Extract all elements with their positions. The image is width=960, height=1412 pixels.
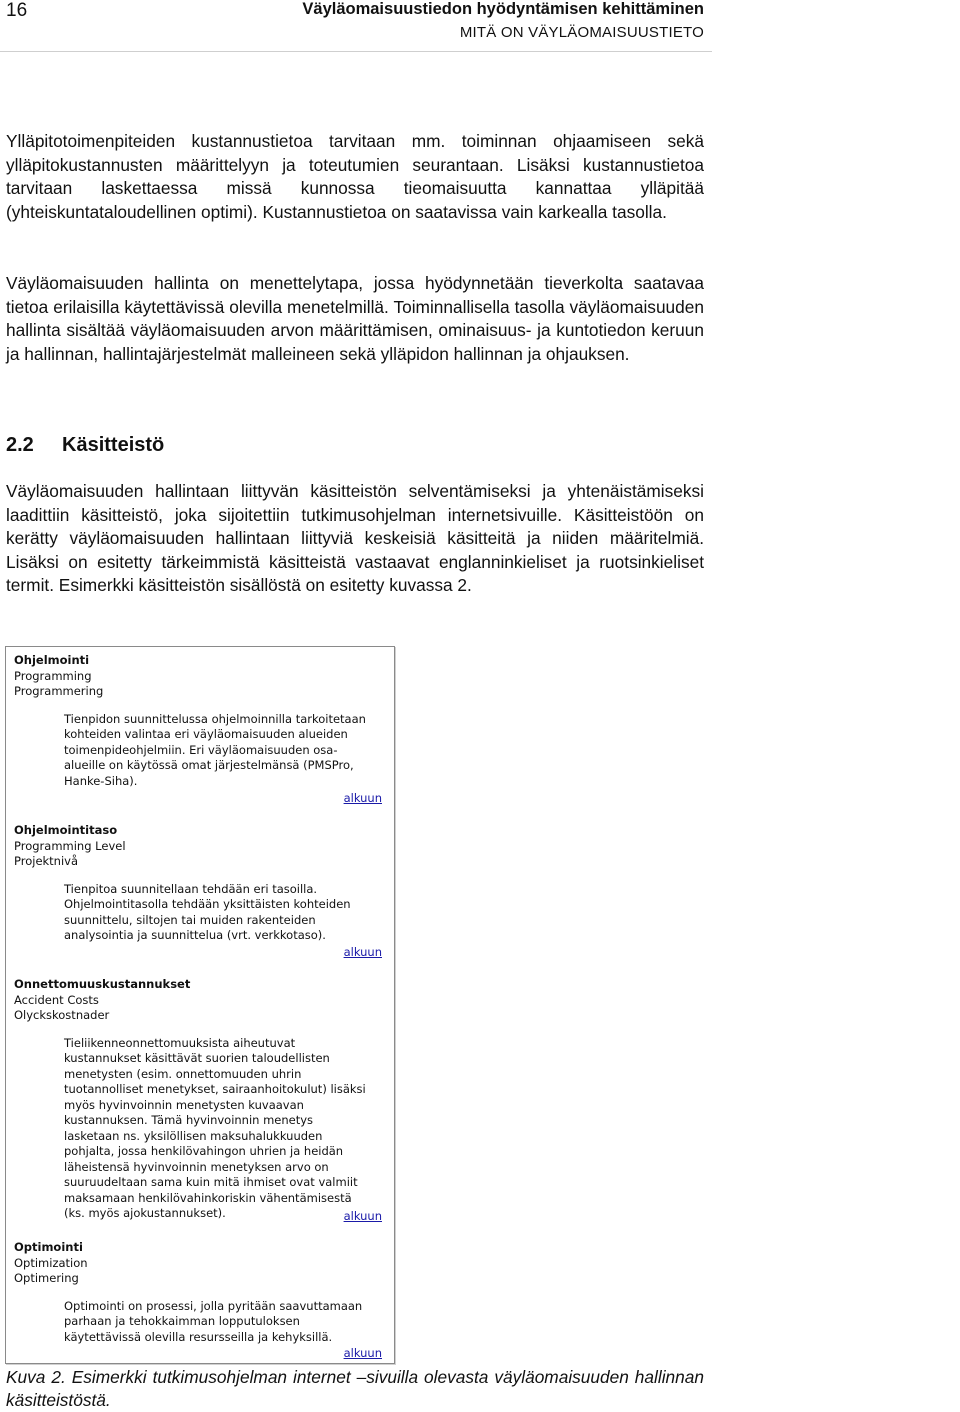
section-number: 2.2 [6, 434, 34, 456]
back-to-top-link[interactable]: alkuun [343, 1346, 382, 1360]
term-english: Optimization [14, 1255, 88, 1270]
term-english: Programming Level [14, 838, 126, 853]
running-title: Väyläomaisuustiedon hyödyntämisen kehittäminen [302, 0, 704, 18]
term-finnish: Ohjelmointitaso [14, 823, 118, 837]
term-swedish: Programmering [14, 684, 104, 698]
back-to-top-link[interactable]: alkuun [343, 791, 382, 805]
paragraph-terminology: Väyläomaisuuden hallintaan liittyvän käsitteistön selventämiseksi ja yhtenäistämiseksi laadittiin käsitteistö, joka sijoitettiin tutkimusohjelman internetsivuille. Käsitteistöön on kerätty väyläomaisuuden hallintaan liittyviä keskeisiä käsitteitä ja niiden määritelmiä. Lisäksi on esitetty tärkeimmistä käsitteistä vastaavat englanninkieliset ja ruotsinkieliset termit. Esimerkki käsitteistön sisällöstä on esitetty kuvassa 2. [6, 481, 704, 596]
section-title: Käsitteistö [62, 434, 165, 456]
back-to-top-link[interactable]: alkuun [343, 1209, 382, 1223]
back-to-top-link[interactable]: alkuun [343, 945, 382, 959]
terminology-screenshot [5, 646, 395, 1364]
term-finnish: Optimointi [14, 1240, 83, 1254]
paragraph-maintenance-costs: Ylläpitotoimenpiteiden kustannustietoa tarvitaan mm. toiminnan ohjaamiseen sekä ylläpitokustannusten määrittelyyn ja toteutumien seurantaan. Lisäksi kustannustietoa tarvitaan laskettaessa missä kunnossa tieomaisuutta kannattaa ylläpitää (yhteiskuntataloudellinen optimi). Kustannustietoa on saatavissa vain karkealla tasolla. [6, 131, 704, 222]
term-entry [14, 977, 390, 1222]
section-heading [6, 434, 164, 457]
term-swedish: Optimering [14, 1271, 79, 1285]
page-header [0, 0, 960, 52]
header-divider [0, 51, 712, 52]
term-entry [14, 823, 390, 944]
term-swedish: Projektnivå [14, 854, 79, 868]
term-finnish: Onnettomuuskustannukset [14, 977, 191, 991]
term-entry [14, 1240, 390, 1345]
paragraph-asset-management: Väyläomaisuuden hallinta on menettelytapa, jossa hyödynnetään tieverkolta saatavaa tietoa erilaisilla käytettävissä olevilla menetelmillä. Toiminnallisella tasolla väyläomaisuuden hallinta sisältää väyläomaisuuden arvon määrittämisen, ominaisuus- ja kuntotiedon keruun ja hallinnan, hallintajärjestelmät malleineen sekä ylläpidon hallinnan ja ohjauksen. [6, 273, 704, 364]
term-definition: Optimointi on prosessi, jolla pyritään saavuttamaan parhaan ja tehokkaimman lopputuloksen käytettävissä olevilla resursseilla ja kehyksillä. [64, 1298, 363, 1344]
term-english: Accident Costs [14, 992, 99, 1007]
term-english: Programming [14, 668, 92, 683]
term-swedish: Olyckskostnader [14, 1008, 110, 1022]
figure-caption: Kuva 2. Esimerkki tutkimusohjelman internet –sivuilla olevasta väyläomaisuuden hallinnan käsitteistöstä. [6, 1367, 704, 1410]
term-finnish: Ohjelmointi [14, 653, 90, 667]
page-number: 16 [6, 0, 28, 21]
term-definition: Tienpitoa suunnitellaan tehdään eri tasoilla. Ohjelmointitasolla tehdään yksittäisten kohteiden suunnittelu, siltojen tai muiden rakenteiden analysointia ja suunnittelua (vrt. verkkotaso). [64, 881, 351, 942]
running-subtitle: MITÄ ON VÄYLÄOMAISUUSTIETO [459, 24, 704, 41]
term-entry [14, 653, 390, 789]
term-definition: Tienpidon suunnittelussa ohjelmoinnilla tarkoitetaan kohteiden valintaa eri väyläomaisuuden alueiden toimenpideohjelmiin. Eri väyläomaisuuden osa-alueille on käytössä omat järjestelmänsä (PMSPro, Hanke-Siha). [64, 711, 366, 788]
term-definition: Tieliikenneonnettomuuksista aiheutuvat kustannukset käsittävät suorien taloudellisten menetysten (esim. onnettomuuden uhrin tuotannolliset menetykset, sairaanhoitokulut) lisäksi myös hyvinvoinnin menetysten kuvaavan kustannuksen. Tämä hyvinvoinnin menetys lasketaan ns. yksilöllisen maksuhalukkuuden pohjalta, jossa henkilövahingon uhrien ja heidän läheistensä hyvinvoinnin menetyksen arvo on suuruudeltaan sama kuin mitä ihmiset ovat valmiit maksamaan henkilövahinkoriskin vähentämisestä (ks. myös ajokustannukset). [64, 1035, 366, 1220]
